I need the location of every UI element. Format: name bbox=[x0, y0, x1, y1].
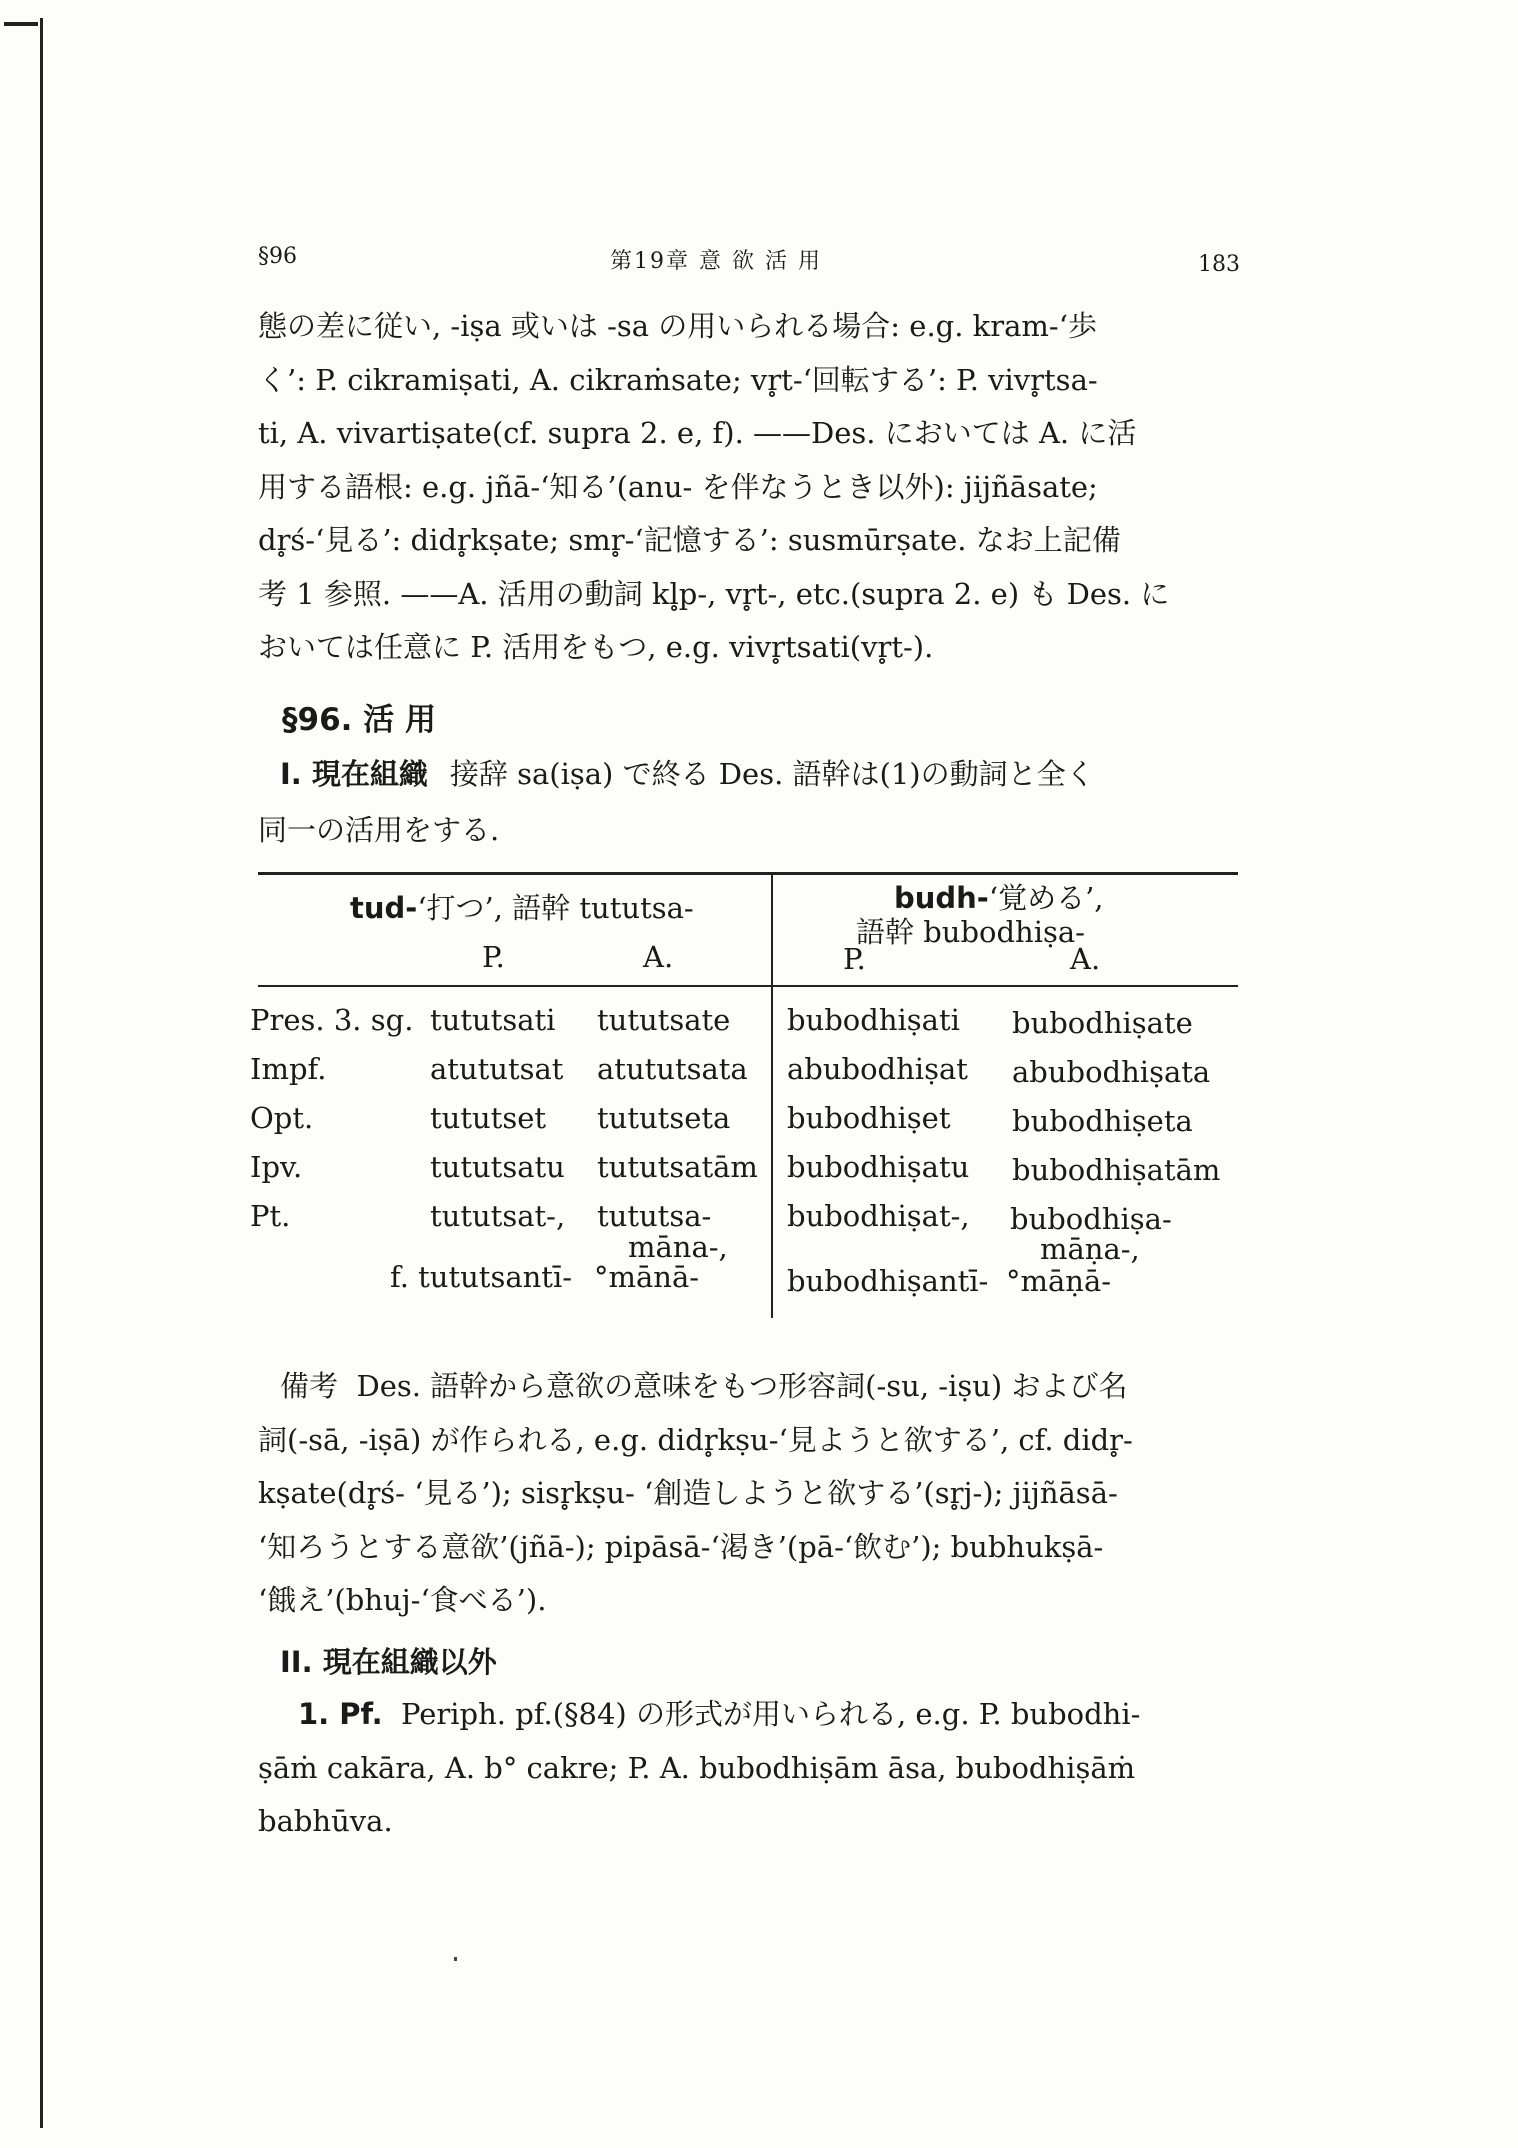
tud-p-cell: tututsati bbox=[430, 1003, 556, 1037]
budh-f-a-cell: °māṇā- bbox=[1006, 1264, 1112, 1298]
text-line: 詞(-sā, -iṣā) が作られる, e.g. didr̥kṣu-‘見ようと欲する’, cf. didr̥- bbox=[258, 1422, 1133, 1457]
tud-f-a-cell: °mānā- bbox=[594, 1260, 700, 1294]
budh-root: budh- bbox=[894, 881, 989, 915]
tud-p-cell: tututsat-, bbox=[430, 1199, 566, 1233]
tud-p-cell: atututsat bbox=[430, 1052, 564, 1086]
text-line: ‘知ろうとする意欲’(jñā-); pipāsā-‘渇き’(pā-‘飲む’); bubhukṣā- bbox=[258, 1529, 1104, 1564]
budh-col-p: P. bbox=[843, 942, 866, 976]
row-label: Pt. bbox=[250, 1199, 291, 1233]
item-label: 1. Pf. bbox=[298, 1697, 383, 1731]
subsection-label: I. 現在組織 bbox=[280, 757, 428, 791]
budh-p-cell: bubodhiṣat-, bbox=[787, 1199, 970, 1233]
scan-speck bbox=[454, 1957, 457, 1961]
budh-a-cell: bubodhiṣatām bbox=[1012, 1153, 1221, 1187]
part2-first-line bbox=[298, 1688, 1240, 1742]
text-line: ṣāṁ cakāra, A. b° cakre; P. A. bubodhiṣām āsa, bubodhiṣāṁ bbox=[258, 1750, 1136, 1785]
row-label: Pres. 3. sg. bbox=[250, 1003, 414, 1037]
subsection-heading bbox=[280, 752, 1240, 793]
budh-stem: 語幹 bubodhiṣa- bbox=[856, 915, 1085, 949]
header-chapter: 第19章 意 欲 活 用 bbox=[610, 249, 822, 274]
text-line: dr̥ś-‘見る’: didr̥kṣate; smr̥-‘記憶する’: susmūrṣate. なお上記備 bbox=[258, 523, 1121, 557]
table-rule-header bbox=[258, 985, 1238, 987]
text-line: Periph. pf.(§84) の形式が用いられる, e.g. P. bubodhi- bbox=[401, 1697, 1141, 1731]
budh-p-cell: bubodhiṣet bbox=[787, 1101, 951, 1135]
budh-a-cell: abubodhiṣata bbox=[1012, 1055, 1211, 1089]
tud-gloss: ‘打つ’, 語幹 tututsa- bbox=[417, 891, 694, 925]
row-label: Ipv. bbox=[250, 1150, 303, 1184]
budh-gloss: ‘覚める’, bbox=[988, 881, 1104, 915]
text-line: 考 1 参照. ——A. 活用の動詞 kl̥p-, vr̥t-, etc.(supra 2. e) も Des. に bbox=[258, 576, 1170, 611]
running-header bbox=[258, 244, 1240, 284]
budh-p-cell: bubodhiṣati bbox=[787, 1003, 960, 1037]
tud-f-cell: f. tututsantī- bbox=[390, 1260, 573, 1294]
row-label: Impf. bbox=[250, 1052, 327, 1086]
tud-root: tud- bbox=[350, 891, 418, 925]
budh-f-cell: bubodhiṣantī- bbox=[787, 1264, 989, 1298]
tud-col-p: P. bbox=[482, 940, 505, 974]
budh-a-cell-cont: māṇa-, bbox=[1040, 1232, 1140, 1266]
text-line: ‘餓え’(bhuj-‘食べる’). bbox=[258, 1583, 547, 1617]
subsection-text: 接辞 sa(iṣa) で終る Des. 語幹は(1)の動詞と全く bbox=[449, 757, 1095, 791]
tud-a-cell: tututsa- bbox=[597, 1199, 712, 1233]
subsection-text-cont: 同一の活用をする. bbox=[258, 813, 500, 847]
note-label: 備考 bbox=[280, 1369, 339, 1403]
budh-p-cell: bubodhiṣatu bbox=[787, 1150, 970, 1184]
text-line: 態の差に従い, -iṣa 或いは -sa の用いられる場合: e.g. kram-‘歩 bbox=[258, 309, 1097, 343]
text-line: babhūva. bbox=[258, 1804, 393, 1838]
text-line: く’: P. cikramiṣati, A. cikraṁsate; vr̥t-‘回転する’: P. vivr̥tsa- bbox=[258, 362, 1098, 397]
tud-a-cell: tututsate bbox=[597, 1003, 731, 1037]
budh-col-a: A. bbox=[1070, 942, 1101, 976]
intro-paragraph bbox=[258, 300, 1240, 675]
note-paragraph bbox=[258, 1360, 1240, 1628]
text-line: ti, A. vivartiṣate(cf. supra 2. e, f). ——Des. においては A. に活 bbox=[258, 416, 1137, 450]
budh-a-cell: bubodhiṣate bbox=[1012, 1006, 1193, 1040]
tud-a-cell: atututsata bbox=[597, 1052, 748, 1086]
tud-col-a: A. bbox=[643, 940, 674, 974]
tud-p-cell: tututsatu bbox=[430, 1150, 565, 1184]
budh-p-cell: abubodhiṣat bbox=[787, 1052, 968, 1086]
tud-header bbox=[350, 886, 694, 927]
tud-a-cell: tututseta bbox=[597, 1101, 731, 1135]
page-edge-mark bbox=[4, 22, 38, 26]
tud-p-cell: tututset bbox=[430, 1101, 547, 1135]
header-section: §96 bbox=[258, 244, 297, 269]
section-title: §96. 活 用 bbox=[282, 702, 437, 738]
text-line: kṣate(dr̥ś- ‘見る’); sisr̥kṣu- ‘創造しようと欲する’(sr̥j-); jijñāsā- bbox=[258, 1476, 1118, 1510]
row-label: Opt. bbox=[250, 1101, 314, 1135]
text-line: おいては任意に P. 活用をもつ, e.g. vivr̥tsati(vr̥t-). bbox=[258, 630, 934, 664]
tud-a-cell: tututsatām bbox=[597, 1150, 758, 1184]
part2-title: II. 現在組織以外 bbox=[280, 1645, 497, 1679]
part2-paragraph bbox=[258, 1688, 1240, 1849]
budh-a-cell: bubodhiṣa- bbox=[1010, 1202, 1172, 1236]
note-first-line bbox=[280, 1360, 1240, 1414]
text-line: Des. 語幹から意欲の意味をもつ形容詞(-su, -iṣu) および名 bbox=[356, 1369, 1128, 1403]
table-rule-top bbox=[258, 872, 1238, 875]
tud-a-cell-cont: māna-, bbox=[628, 1230, 728, 1264]
text-line: 用する語根: e.g. jñā-‘知る’(anu- を伴なうとき以外): jijñāsate; bbox=[258, 469, 1098, 504]
page-number: 183 bbox=[1198, 252, 1240, 277]
budh-a-cell: bubodhiṣeta bbox=[1012, 1104, 1193, 1138]
table-divider bbox=[771, 875, 773, 1318]
page-edge-line bbox=[40, 18, 43, 2128]
